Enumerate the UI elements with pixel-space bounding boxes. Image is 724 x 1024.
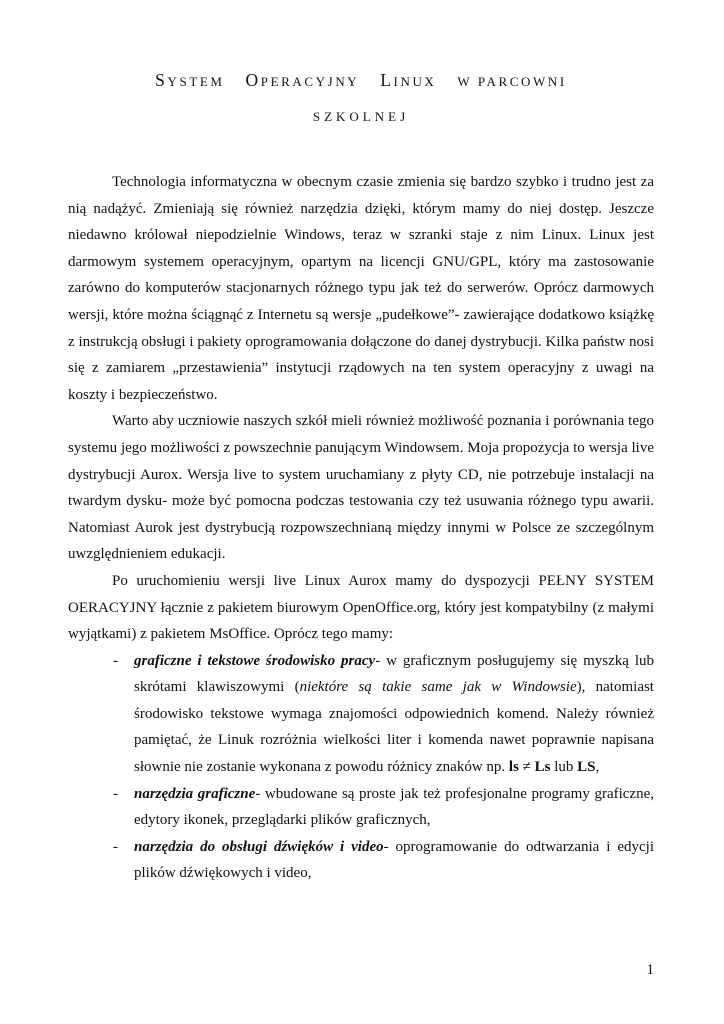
list-item-italic-note: niektóre są takie same jak w Windowsie	[299, 679, 577, 696]
command-example: Ls	[534, 759, 551, 776]
page-number: 1	[646, 962, 654, 978]
list-dash: -	[113, 838, 118, 855]
list-item-text: - w graficznym posługujemy się myszką lub skrótami klawiszowymi (	[134, 652, 654, 696]
command-example: LS	[577, 759, 596, 776]
paragraph-3: Po uruchomieniu wersji live Linux Aurox mamy do dyspozycji PEŁNY SYSTEM OERACYJNY łącznie z pakietem biurowym OpenOffice.org, który jest kompatybilny (z małymi wyjątkami) z pakietem MsOffice. Oprócz tego mamy:	[68, 572, 654, 643]
paragraph-2: Warto aby uczniowie naszych szkół mieli również możliwość poznania i porównania tego systemu jego możliwości z powszechnie panującym Windowsem. Moja propozycja to wersja live dystrybucji Aurox. Wersja live to system uruchamiany z płyty CD, nie potrzebuje instalacji na twardym dysku- może być pomocna podczas testowania czy też usuwania różnego typu awarii. Natomiast Aurok jest dystrybucją rozpowszechnianą między innymi w Polsce ze szczególnym uwzględnieniem edukacji.	[68, 413, 654, 563]
page-title-line-2: SZKOLNEJ	[312, 109, 410, 124]
features-list	[68, 648, 654, 887]
list-item-term: graficzne i tekstowe środowisko pracy	[134, 652, 376, 669]
list-item-text: - oprogramowanie do odtwarzania i edycji plików dźwiękowych i video,	[134, 838, 654, 882]
list-item	[68, 781, 654, 834]
document-body	[68, 169, 654, 887]
title-word-1: SYSTEM	[155, 70, 225, 90]
title-word-2: OPERACYJNY	[245, 70, 360, 90]
list-item	[68, 648, 654, 781]
list-item-term: narzędzia do obsługi dźwięków i video	[134, 838, 384, 855]
list-dash: -	[113, 652, 118, 669]
command-example: ls	[508, 759, 519, 776]
list-dash: -	[113, 785, 118, 802]
list-item-term: narzędzia graficzne	[134, 785, 256, 802]
list-item	[68, 834, 654, 887]
document-page	[68, 0, 654, 1024]
title-word-3: LINUX	[380, 70, 437, 90]
list-item-text: ), natomiast środowisko tekstowe wymaga znajomości odpowiednich komend. Należy również pamiętać, że Linuk rozróżnia wielkości liter i komenda nawet poprawnie napisana słownie nie zostanie wykonana z powodu różnicy znaków np.	[134, 679, 654, 776]
not-equal-sign: ≠	[518, 759, 535, 776]
list-item-text: lub	[550, 759, 578, 776]
page-title	[68, 70, 654, 91]
list-item-text: ,	[595, 759, 600, 776]
paragraph-1: Technologia informatyczna w obecnym czasie zmienia się bardzo szybko i trudno jest za nią nadążyć. Zmieniają się również narzędzia dzięki, którym mamy do niej dostęp. Jeszcze niedawno królował niepodzielnie Windows, teraz w szranki staje z nim Linux. Linux jest darmowym systemem operacyjnym, opartym na licencji GNU/GPL, który ma zastosowanie zarówno do komputerów stacjonarnych różnego typu jak też do serwerów. Oprócz darmowych wersji, które można ściągnąć z Internetu są wersje „pudełkowe”- zawierające dodatkowo książkę z instrukcją obsługi i pakiety oprogramowania dołączone do danej dystrybucji. Kilka państw nosi się z zamiarem „przestawienia” instytucji rządowych na ten system operacyjny z uwagi na koszty i bezpieczeństwo.	[68, 174, 654, 403]
list-item-text: - wbudowane są proste jak też profesjonalne programy graficzne, edytory ikonek, przeglądarki plików graficznych,	[134, 785, 654, 829]
title-word-4: W PARCOWNI	[457, 74, 567, 89]
